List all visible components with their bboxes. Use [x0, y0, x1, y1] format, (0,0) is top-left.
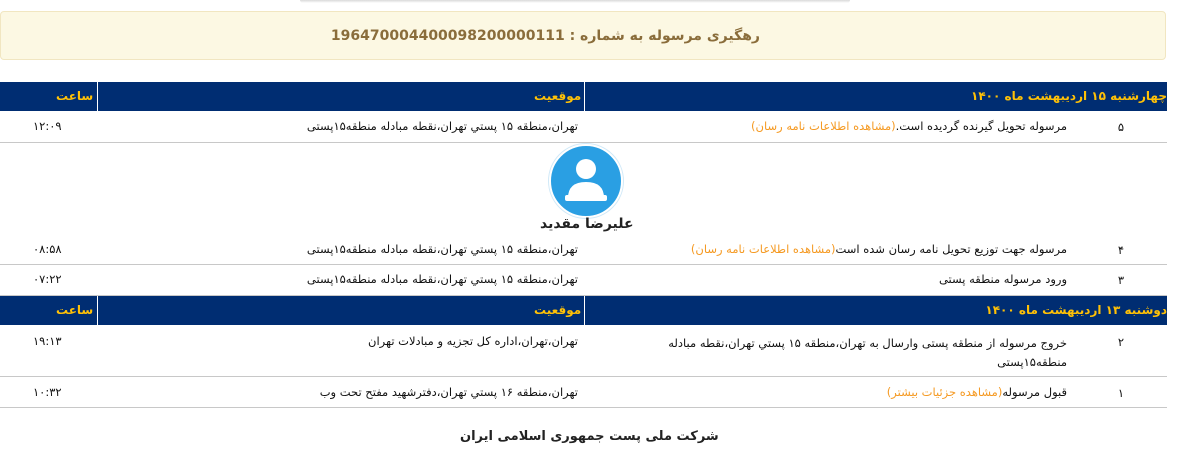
- table-row: [0, 265, 1167, 296]
- event-location: تهران،منطقه ۱۵ پستي تهران،نقطه مبادله منطقه۱۵پستی: [306, 119, 578, 133]
- event-status-text: قبول مرسوله: [1002, 385, 1067, 399]
- day-header: [0, 82, 1167, 111]
- event-time: ۱۰:۳۲: [33, 385, 62, 399]
- header-divider: [584, 82, 585, 111]
- more-details-link[interactable]: (مشاهده جزئیات بیشتر): [886, 385, 1003, 399]
- event-time: ۰۷:۲۲: [33, 272, 62, 286]
- event-status: ورود مرسوله منطقه پستی: [938, 272, 1067, 286]
- event-time: ۱۲:۰۹: [33, 119, 62, 133]
- tracking-label: رهگیری مرسوله به شماره :: [564, 28, 760, 44]
- footer-company: شرکت ملی پست جمهوری اسلامی ایران: [460, 429, 719, 444]
- header-divider: [97, 82, 98, 111]
- tracking-table-day-2: [0, 296, 1167, 408]
- table-row: [0, 377, 1167, 408]
- day-date: چهارشنبه ۱۵ اردیبهشت ماه ۱۴۰۰: [971, 89, 1167, 103]
- event-time: ۰۸:۵۸: [33, 242, 62, 256]
- event-status: خروج مرسوله از منطقه پستی وارسال به تهران،منطقه ۱۵ پستي تهران،نقطه مبادله منطقه۱۵پستی: [668, 336, 1067, 369]
- table-row: [0, 325, 1167, 377]
- user-icon: [551, 146, 621, 216]
- event-location: تهران،منطقه ۱۵ پستي تهران،نقطه مبادله منطقه۱۵پستی: [306, 242, 578, 256]
- event-time: ۱۹:۱۳: [33, 334, 62, 348]
- event-status: [691, 242, 1067, 256]
- event-location: تهران،منطقه ۱۶ پستي تهران،دفترشهید مفتح تحت وب: [319, 385, 578, 399]
- time-header: ساعت: [56, 303, 94, 317]
- courier-info-link[interactable]: (مشاهده اطلاعات نامه رسان): [690, 242, 836, 256]
- courier-name: علیرضا مقدید: [540, 216, 634, 232]
- header-divider: [584, 296, 585, 325]
- event-location: تهران،تهران،اداره کل تجزیه و مبادلات تهران: [368, 334, 578, 348]
- tracking-banner: [0, 11, 1166, 60]
- event-status-text: مرسوله جهت توزیع تحویل نامه رسان شده است: [835, 242, 1067, 256]
- top-shadow: [300, 0, 850, 3]
- day-header: [0, 296, 1167, 325]
- event-index: ۴: [1117, 243, 1124, 257]
- event-status-text: مرسوله تحویل گیرنده گردیده است.: [895, 119, 1067, 133]
- day-date: دوشنبه ۱۳ اردیبهشت ماه ۱۴۰۰: [985, 303, 1167, 317]
- event-status: [887, 385, 1067, 399]
- event-index: ۵: [1117, 120, 1124, 134]
- event-index: ۱: [1117, 386, 1124, 400]
- courier-info-link[interactable]: (مشاهده اطلاعات نامه رسان): [751, 119, 896, 133]
- time-header: ساعت: [56, 89, 94, 103]
- event-index: ۲: [1117, 335, 1124, 349]
- table-row: [0, 111, 1167, 143]
- tracking-title: [331, 28, 760, 44]
- event-location: تهران،منطقه ۱۵ پستي تهران،نقطه مبادله منطقه۱۵پستی: [306, 272, 578, 286]
- event-index: ۳: [1117, 273, 1124, 287]
- tracking-number: 196470004400098200000111: [330, 28, 565, 44]
- location-header: موقعیت: [534, 303, 582, 317]
- header-divider: [97, 296, 98, 325]
- event-status: [751, 119, 1067, 133]
- location-header: موقعیت: [534, 89, 582, 103]
- postman-avatar-icon[interactable]: [549, 144, 623, 218]
